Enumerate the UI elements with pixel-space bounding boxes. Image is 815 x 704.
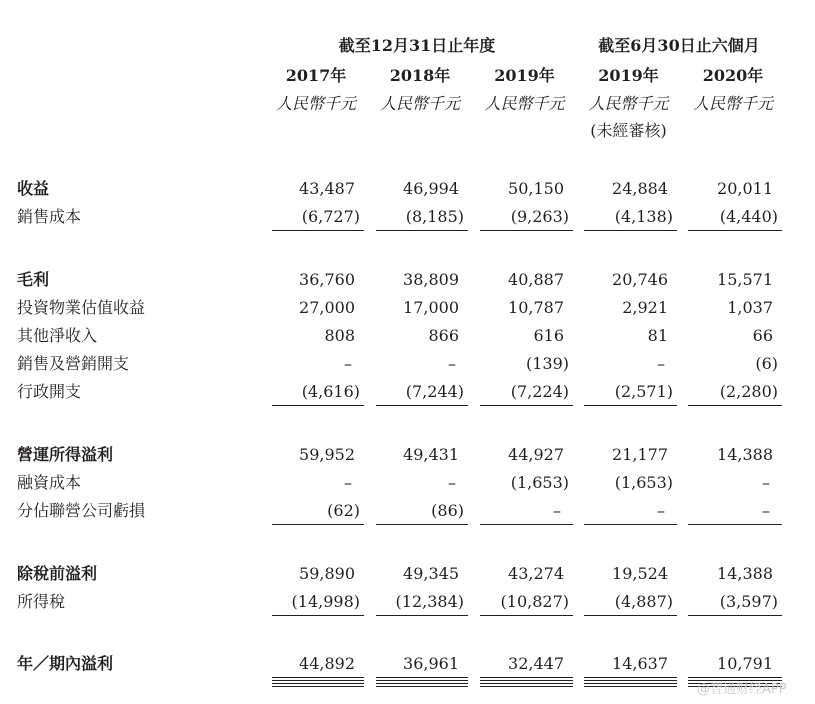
table-cell: 36,961 <box>403 654 459 673</box>
table-cell: 43,274 <box>508 564 564 583</box>
subtotal-rule <box>688 615 782 616</box>
table-cell: 27,000 <box>299 298 355 317</box>
table-cell: 44,892 <box>299 654 355 673</box>
table-cell: (8,185) <box>405 207 464 226</box>
header-group-year: 截至12月31日止年度 <box>338 36 496 55</box>
row-label: 營運所得溢利 <box>17 445 114 464</box>
table-cell: 20,746 <box>612 270 668 289</box>
table-cell: – <box>448 473 456 492</box>
table-cell: (10,827) <box>500 592 569 611</box>
row-label: 融資成本 <box>17 473 82 492</box>
table-cell: (12,384) <box>395 592 464 611</box>
subtotal-rule <box>272 230 364 231</box>
table-cell: 59,952 <box>299 445 355 464</box>
row-label: 銷售成本 <box>17 207 82 226</box>
table-cell: 19,524 <box>612 564 668 583</box>
table-cell: (14,998) <box>291 592 360 611</box>
column-year: 2020年 <box>702 66 764 85</box>
table-cell: 24,884 <box>612 179 668 198</box>
table-cell: 14,388 <box>717 564 773 583</box>
table-cell: (9,263) <box>510 207 569 226</box>
column-year: 2019年 <box>598 66 659 85</box>
table-cell: (4,887) <box>614 592 673 611</box>
subtotal-rule <box>584 405 677 406</box>
total-double-rule <box>376 686 468 687</box>
table-cell: 49,345 <box>403 564 459 583</box>
subtotal-rule <box>480 405 573 406</box>
subtotal-rule <box>688 230 782 231</box>
table-cell: (7,244) <box>405 382 464 401</box>
row-label: 除稅前溢利 <box>17 564 98 583</box>
subtotal-rule <box>376 615 468 616</box>
subtotal-rule <box>480 524 573 525</box>
table-cell: 44,927 <box>508 445 564 464</box>
row-label: 銷售及營銷開支 <box>17 354 130 373</box>
row-label: 分佔聯營公司虧損 <box>17 501 146 520</box>
table-cell: – <box>762 473 770 492</box>
row-label: 毛利 <box>17 270 50 289</box>
total-double-rule <box>376 683 468 684</box>
table-cell: 15,571 <box>717 270 773 289</box>
table-cell: 10,787 <box>508 298 564 317</box>
total-double-rule <box>272 683 364 684</box>
table-cell: (4,138) <box>614 207 673 226</box>
total-double-rule <box>376 677 468 678</box>
row-label: 行政開支 <box>17 382 82 401</box>
column-unit: 人民幣千元 <box>588 94 669 113</box>
column-note: (未經審核) <box>590 121 667 140</box>
table-cell: (139) <box>525 354 569 373</box>
table-cell: 32,447 <box>508 654 564 673</box>
subtotal-rule <box>376 405 468 406</box>
column-unit: 人民幣千元 <box>275 94 356 113</box>
table-cell: 866 <box>428 326 459 345</box>
total-double-rule <box>376 680 468 681</box>
table-cell: 17,000 <box>403 298 459 317</box>
subtotal-rule <box>272 405 364 406</box>
table-cell: 49,431 <box>403 445 459 464</box>
subtotal-rule <box>480 615 573 616</box>
watermark: @智通财经APP <box>697 682 787 697</box>
subtotal-rule <box>584 230 677 231</box>
table-cell: 808 <box>324 326 355 345</box>
subtotal-rule <box>584 615 677 616</box>
table-cell: – <box>657 354 665 373</box>
total-double-rule <box>584 683 677 684</box>
table-cell: 616 <box>533 326 564 345</box>
column-unit: 人民幣千元 <box>379 94 460 113</box>
total-double-rule <box>584 677 677 678</box>
table-cell: (62) <box>327 501 360 520</box>
total-double-rule <box>584 686 677 687</box>
column-unit: 人民幣千元 <box>484 94 565 113</box>
table-cell: – <box>448 354 456 373</box>
table-cell: 46,994 <box>403 179 459 198</box>
subtotal-rule <box>584 524 677 525</box>
subtotal-rule <box>480 230 573 231</box>
table-cell: 1,037 <box>727 298 773 317</box>
table-cell: (4,440) <box>719 207 778 226</box>
table-cell: – <box>553 501 561 520</box>
row-label: 收益 <box>17 179 50 198</box>
total-double-rule <box>480 680 573 681</box>
row-label: 所得稅 <box>17 592 66 611</box>
table-cell: 50,150 <box>508 179 564 198</box>
total-double-rule <box>272 686 364 687</box>
table-cell: 10,791 <box>717 654 773 673</box>
column-unit: 人民幣千元 <box>692 94 773 113</box>
table-cell: (6,727) <box>301 207 360 226</box>
table-cell: 40,887 <box>508 270 564 289</box>
table-cell: (86) <box>431 501 464 520</box>
subtotal-rule <box>272 524 364 525</box>
table-cell: (2,280) <box>719 382 778 401</box>
table-cell: 21,177 <box>612 445 668 464</box>
column-year: 2019年 <box>494 66 555 85</box>
column-year: 2018年 <box>389 66 451 85</box>
total-double-rule <box>584 680 677 681</box>
subtotal-rule <box>376 524 468 525</box>
table-cell: 36,760 <box>299 270 355 289</box>
table-cell: 43,487 <box>299 179 355 198</box>
table-cell: 14,388 <box>717 445 773 464</box>
row-label: 投資物業估值收益 <box>17 298 146 317</box>
table-cell: (4,616) <box>301 382 360 401</box>
table-cell: 81 <box>647 326 668 345</box>
total-double-rule <box>272 677 364 678</box>
table-cell: (2,571) <box>614 382 673 401</box>
header-group-half: 截至6月30日止六個月 <box>598 36 760 55</box>
table-cell: 20,011 <box>717 179 773 198</box>
subtotal-rule <box>688 524 782 525</box>
table-cell: – <box>344 473 352 492</box>
table-cell: (7,224) <box>510 382 569 401</box>
total-double-rule <box>272 680 364 681</box>
table-cell: (3,597) <box>719 592 778 611</box>
table-cell: (6) <box>755 354 778 373</box>
total-double-rule <box>480 686 573 687</box>
subtotal-rule <box>376 230 468 231</box>
column-year: 2017年 <box>285 66 347 85</box>
row-label: 其他淨收入 <box>17 326 98 345</box>
table-cell: 38,809 <box>403 270 459 289</box>
table-cell: (1,653) <box>510 473 569 492</box>
row-label: 年／期內溢利 <box>17 654 114 673</box>
subtotal-rule <box>688 405 782 406</box>
table-cell: – <box>762 501 770 520</box>
table-cell: 59,890 <box>299 564 355 583</box>
table-cell: 2,921 <box>622 298 668 317</box>
table-cell: 14,637 <box>612 654 668 673</box>
table-cell: 66 <box>752 326 773 345</box>
total-double-rule <box>480 677 573 678</box>
table-cell: (1,653) <box>614 473 673 492</box>
total-double-rule <box>480 683 573 684</box>
table-cell: – <box>657 501 665 520</box>
table-cell: – <box>344 354 352 373</box>
subtotal-rule <box>272 615 364 616</box>
